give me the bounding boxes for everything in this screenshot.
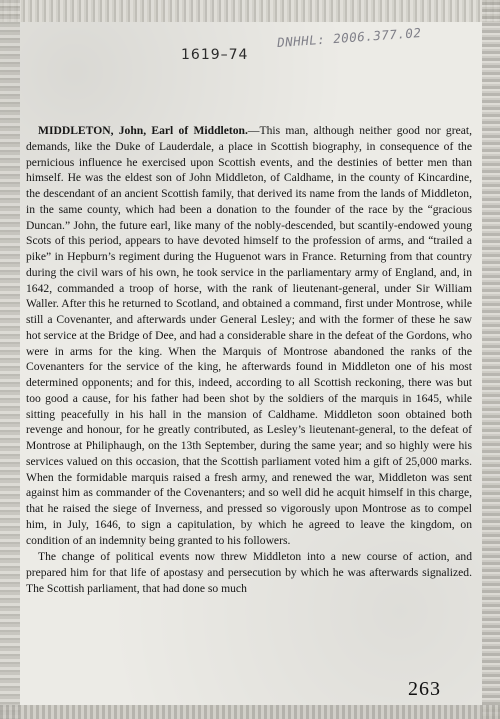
page-edge-top — [0, 0, 500, 22]
page-number: 263 — [408, 678, 441, 700]
entry-paragraph-2: The change of political events now threw Middleton into a new course of action, and prepared him for that life of apostasy and persecution by which he was afterwards signalized. The Scottish parliament, that had done so much — [26, 550, 472, 595]
biography-entry — [26, 123, 472, 597]
page-edge-bottom — [0, 705, 500, 719]
entry-paragraph-1-text: —This man, although neither good nor great, demands, like the Duke of Lauderdale, a place in Scottish biography, in consequence of the pernicious influence he exercised upon Scottish events, and the destinies of better men than himself. He was the eldest son of John Middleton, of Caldhame, in the county of Kincardine, the descendant of an ancient Scottish family, that derived its name from the lands of Middleton, in the same county, which had been a donation to the founder of the race by the “gracious Duncan.” John, the future earl, like many of the nobly-descended, but scantily-endowed young Scots of this period, appears to have devoted himself to the profession of arms, and “trailed a pike” in Hepburn’s regiment during the Huguenot wars in France. Returning from that country during the civil wars of his own, he took service in the parliamentary army of England, and, in 1642, commanded a troop of horse, with the rank of lieutenant-general, under Sir William Waller. After this he returned to Scotland, and obtained a command, first under Montrose, while still a Covenanter, and afterwards under General Lesley; and with the former of these he saw hot service at the Bridge of Dee, and had a considerable share in the defeat of the Gordons, who were in arms for the king. When the Marquis of Montrose abandoned the ranks of the Covenanters for the service of the king, he afterwards found in Middleton one of his most determined opponents; and for this, indeed, according to all Scottish reckoning, there was but too good a cause, for his father had been shot by the soldiers of the marquis in 1645, while sitting peacefully in his hall in the mansion of Caldhame. Middleton soon obtained both revenge and honour, for he greatly contributed, as Lesley’s lieutenant-general, to the defeat of Montrose at Philiphaugh, on the 13th September, during the same year; and so highly were his services valued on this occasion, that the Scottish parliament voted him a gift of 25,000 marks. When the formidable marquis raised a fresh army, and renewed the war, Middleton was sent against him as commander of the Covenanters; and so well did he acquit himself in this charge, that he raised the siege of Inverness, and pressed so vigorously upon Montrose as to compel him, in July, 1646, to sign a capitulation, by which he agreed to leave the kingdom, on condition of an indemnity being granted to his followers. — [26, 124, 472, 547]
handwritten-date-note: 1619–74 — [181, 47, 249, 63]
accession-number: DNHHL: 2006.377.02 — [276, 24, 422, 51]
entry-paragraph-1 — [26, 123, 472, 548]
entry-heading: MIDDLETON, John, Earl of Middleton. — [38, 124, 248, 137]
page-edge-left — [0, 0, 20, 719]
page-edge-right — [482, 0, 500, 719]
